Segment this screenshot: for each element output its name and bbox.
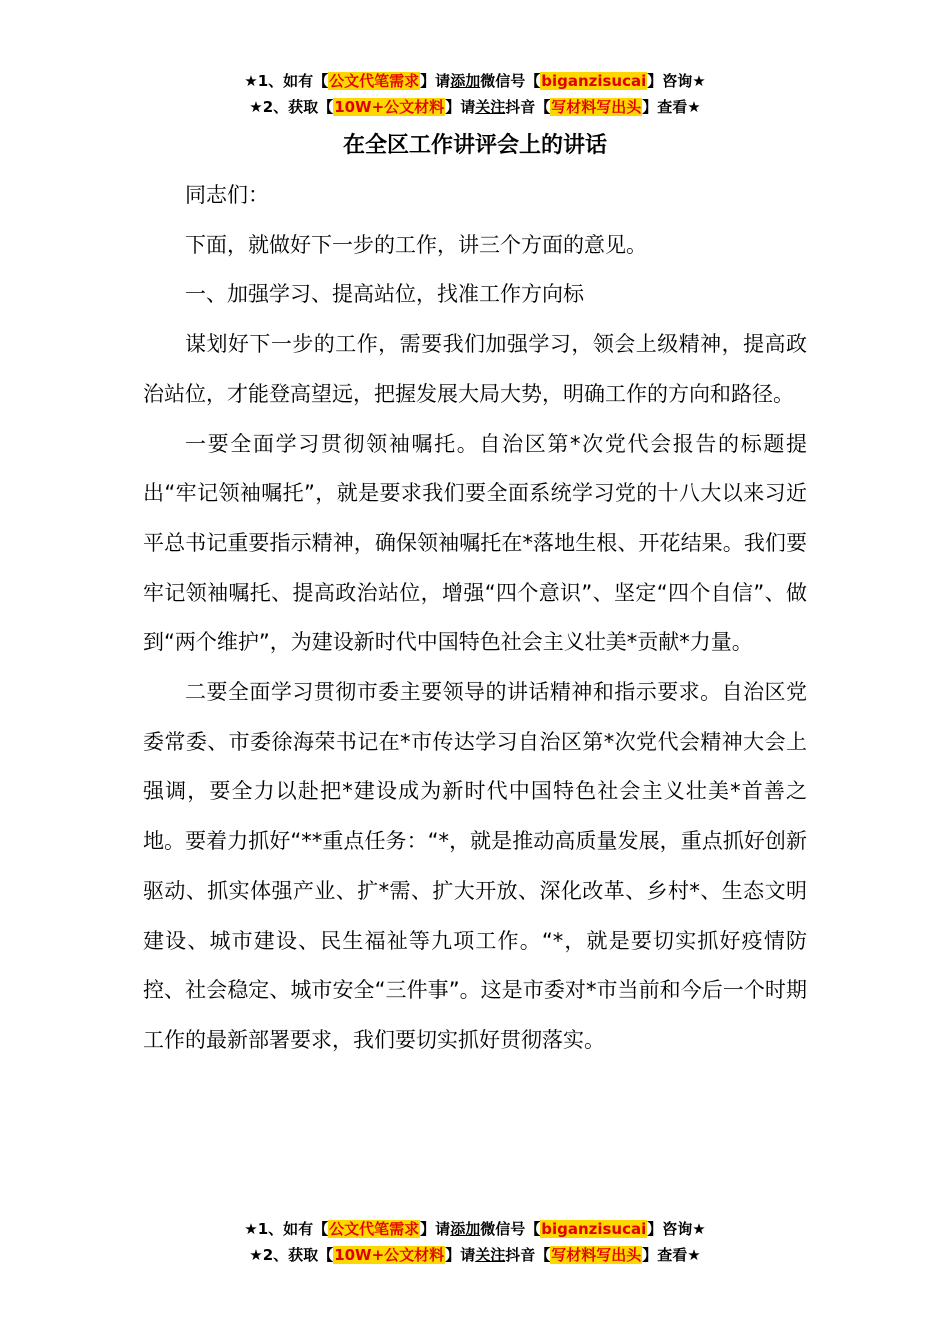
promo-text: 】咨询★ (647, 72, 706, 90)
promo-highlight: 写材料写出头 (551, 1246, 642, 1264)
promo-highlight: 公文代笔需求 (329, 1220, 420, 1238)
promo-text: 】请 (445, 98, 476, 116)
promo-highlight: 写材料写出头 (551, 98, 642, 116)
paragraph: 谋划好下一步的工作，需要我们加强学习，领会上级精神，提高政治站位，才能登高望远，把握发展大局大势，明确工作的方向和路径。 (143, 332, 807, 406)
promo-text: 】请 (420, 72, 451, 90)
promo-text: 】查看★ (642, 98, 701, 116)
promo-text: 】查看★ (642, 1246, 701, 1264)
promo-highlight: 10W+公文材料 (334, 98, 445, 116)
promo-text: 】请 (420, 1220, 451, 1238)
promo-highlight: biganzisucai (541, 72, 647, 90)
promo-underlined: 添加 (450, 72, 481, 90)
paragraph: 下面，就做好下一步的工作，讲三个方面的意见。 (185, 232, 647, 257)
promo-line-2 (0, 94, 950, 120)
promo-text: 微信号【 (480, 1220, 541, 1238)
promo-banner-bottom (0, 1216, 950, 1268)
paragraph: 二要全面学习贯彻市委主要领导的讲话精神和指示要求。自治区党委常委、市委徐海荣书记在*市传达学习自治区第*次党代会精神大会上强调，要全力以赴把*建设成为新时代中国特色社会主义壮美*首善之地。要着力抓好“**重点任务：“*，就是推动高质量发展，重点抓好创新驱动、抓实体强产业、扩*需、扩大开放、深化改革、乡村*、生态文明建设、城市建设、民生福祉等九项工作。“*，就是要切实抓好疫情防控、社会稳定、城市安全“三件事”。这是市委对*市当前和今后一个时期工作的最新部署要求，我们要切实抓好贯彻落实。 (143, 680, 807, 1052)
promo-banner-top (0, 68, 950, 120)
promo-highlight: 10W+公文材料 (334, 1246, 445, 1264)
promo-text: ★1、如有【 (244, 72, 329, 90)
document-title: 在全区工作讲评会上的讲话 (342, 133, 607, 158)
promo-text: ★2、获取【 (249, 98, 334, 116)
promo-text: 】咨询★ (647, 1220, 706, 1238)
promo-line-1 (0, 68, 950, 94)
promo-highlight: 公文代笔需求 (329, 72, 420, 90)
promo-text: ★1、如有【 (244, 1220, 329, 1238)
promo-text: ★2、获取【 (249, 1246, 334, 1264)
promo-text: 】请 (445, 1246, 476, 1264)
promo-line-2 (0, 1242, 950, 1268)
promo-text: 微信号【 (480, 72, 541, 90)
promo-underlined: 添加 (450, 1220, 481, 1238)
promo-highlight: biganzisucai (541, 1220, 647, 1238)
promo-text: 抖音【 (505, 1246, 551, 1264)
promo-line-1 (0, 1216, 950, 1242)
paragraph: 一要全面学习贯彻领袖嘱托。自治区第*次党代会报告的标题提出“牢记领袖嘱托”，就是要求我们要全面系统学习党的十八大以来习近平总书记重要指示精神，确保领袖嘱托在*落地生根、开花结果。我们要牢记领袖嘱托、提高政治站位，增强“四个意识”、坚定“四个自信”、做到“两个维护”，为建设新时代中国特色社会主义壮美*贡献*力量。 (143, 431, 807, 655)
promo-text: 抖音【 (505, 98, 551, 116)
paragraph: 同志们： (185, 183, 269, 207)
document-body (143, 171, 807, 1066)
promo-underlined: 关注 (475, 98, 506, 116)
promo-underlined: 关注 (475, 1246, 506, 1264)
section-heading: 一、加强学习、提高站位，找准工作方向标 (185, 282, 584, 307)
